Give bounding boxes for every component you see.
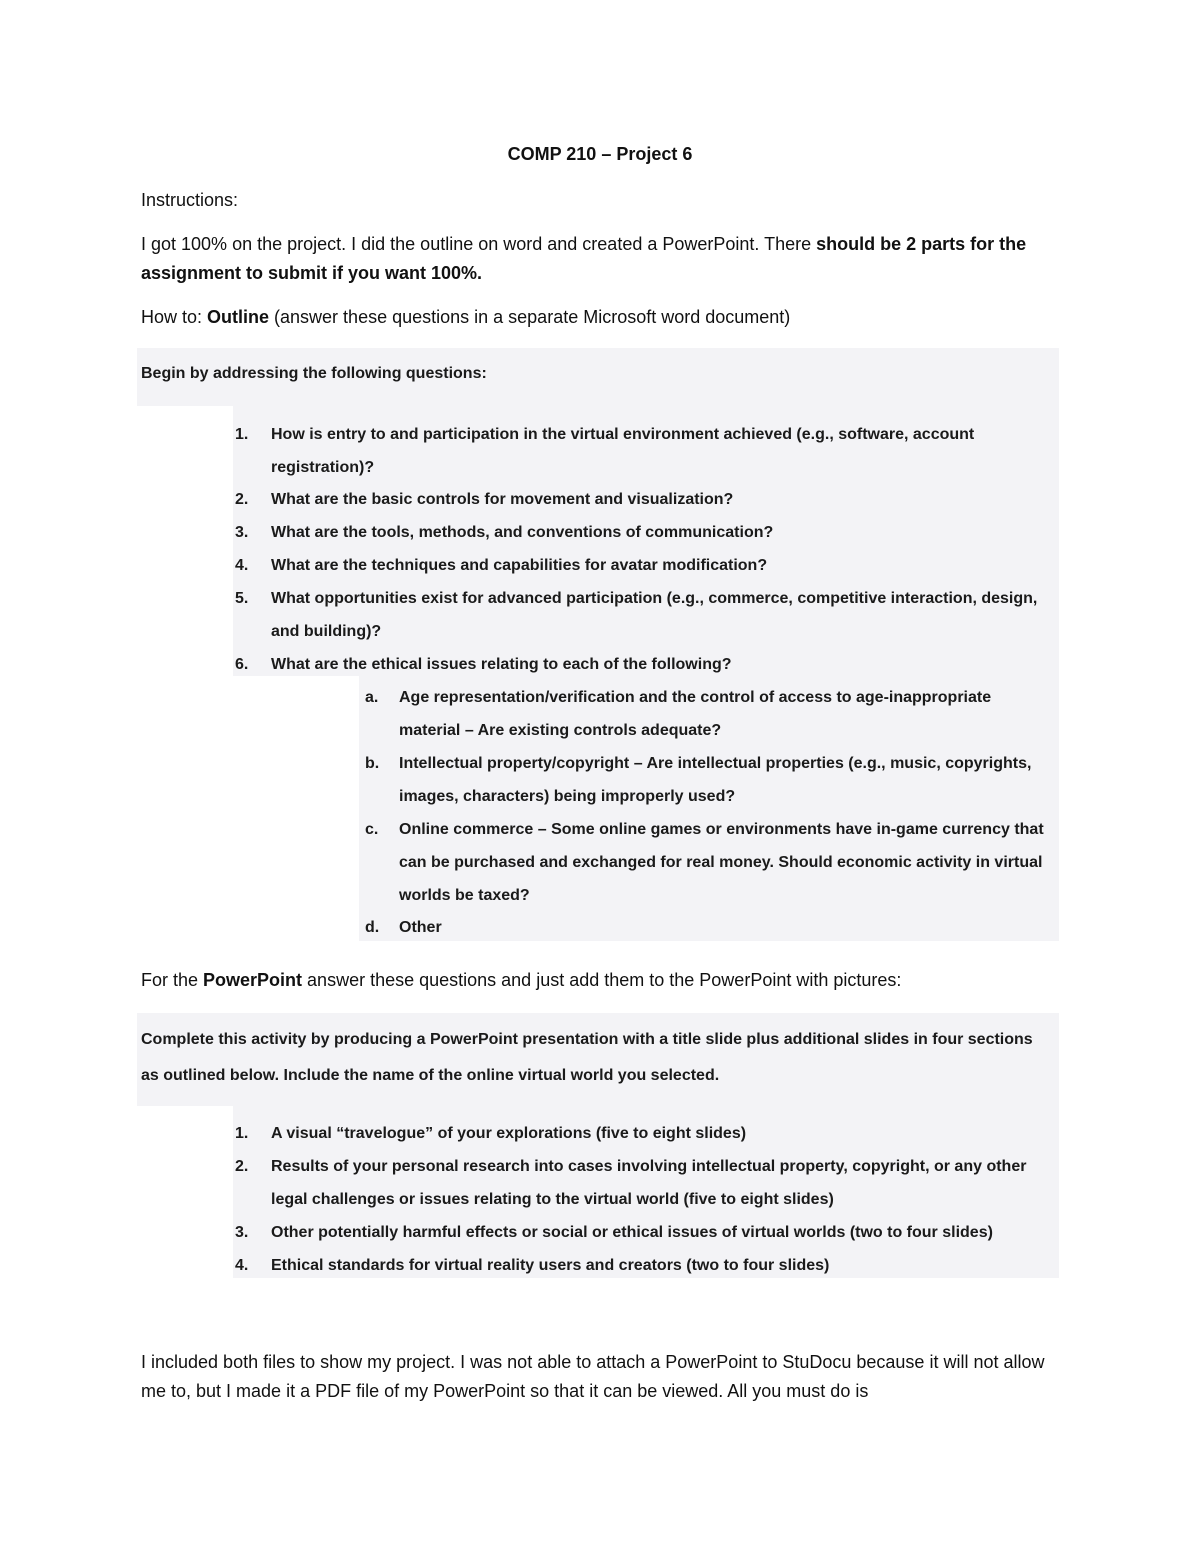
question-text: What are the basic controls for movement and visualization? xyxy=(271,491,734,508)
outline-heading: Begin by addressing the following questions: xyxy=(141,365,487,382)
subquestion-text: Age representation/verification and the control of access to age-inappropriate material – Are existing controls adequate? xyxy=(399,689,992,739)
intro-paragraph xyxy=(141,230,1061,288)
subquestion-letter: c. xyxy=(365,821,379,838)
subquestion-letter: b. xyxy=(365,755,380,772)
ppt-item-text: Results of your personal research into cases involving intellectual property, copyright, or any other legal challenges or issues relating to the virtual world (five to eight slides) xyxy=(271,1158,1027,1208)
howto-bold: Outline xyxy=(207,307,270,327)
subquestion-text: Other xyxy=(399,919,442,936)
subquestion-letter: a. xyxy=(365,689,379,706)
ppt-item-text: A visual “travelogue” of your explorations (five to eight slides) xyxy=(271,1125,747,1142)
question-number: 2. xyxy=(235,491,249,508)
question-text: What opportunities exist for advanced participation (e.g., commerce, competitive interaction, design, and building)? xyxy=(271,590,1038,640)
ppt-item-text: Ethical standards for virtual reality users and creators (two to four slides) xyxy=(271,1257,830,1274)
question-number: 6. xyxy=(235,656,249,673)
howto-prefix: How to: xyxy=(141,307,208,327)
page-title: COMP 210 – Project 6 xyxy=(507,144,693,164)
powerpoint-intro xyxy=(141,966,1061,995)
ppt-item-text: Other potentially harmful effects or social or ethical issues of virtual worlds (two to four slides) xyxy=(271,1224,993,1241)
subquestion-text: Online commerce – Some online games or environments have in-game currency that can be purchased and exchanged for real money. Should economic activity in virtual worlds be taxed? xyxy=(399,821,1044,904)
ppt-item-number: 1. xyxy=(235,1125,249,1142)
ppt-item-number: 2. xyxy=(235,1158,249,1175)
ppt-intro-prefix: For the xyxy=(141,970,204,990)
ppt-item-number: 4. xyxy=(235,1257,249,1274)
subquestion-letter: d. xyxy=(365,919,380,936)
instructions-label: Instructions: xyxy=(141,190,239,210)
question-text: What are the ethical issues relating to each of the following? xyxy=(271,656,732,673)
question-number: 4. xyxy=(235,557,249,574)
intro-plain: I got 100% on the project. I did the outline on word and created a PowerPoint. There xyxy=(141,234,817,254)
subquestion-text: Intellectual property/copyright – Are intellectual properties (e.g., music, copyrights, images, characters) being improperly used? xyxy=(399,755,1032,805)
intro-bold: should be 2 parts for the assignment to submit if you want 100%. xyxy=(141,234,1027,283)
ppt-heading: Complete this activity by producing a PowerPoint presentation with a title slide plus additional slides in four sections as outlined below. Include the name of the online virtual world you selected. xyxy=(141,1031,1033,1084)
howto-paragraph xyxy=(141,303,1061,332)
question-number: 1. xyxy=(235,426,249,443)
question-text: How is entry to and participation in the virtual environment achieved (e.g., software, account registration)? xyxy=(271,426,975,476)
question-number: 3. xyxy=(235,524,249,541)
question-number: 5. xyxy=(235,590,249,607)
ppt-intro-bold: PowerPoint xyxy=(203,970,303,990)
howto-suffix: (answer these questions in a separate Microsoft word document) xyxy=(269,307,791,327)
ppt-intro-suffix: answer these questions and just add them to the PowerPoint with pictures: xyxy=(302,970,902,990)
closing-paragraph: I included both files to show my project. I was not able to attach a PowerPoint to StuDocu because it will not allow me to, but I made it a PDF file of my PowerPoint so that it can be viewed. All you must do is xyxy=(141,1352,1045,1401)
ppt-item-number: 3. xyxy=(235,1224,249,1241)
question-text: What are the tools, methods, and conventions of communication? xyxy=(271,524,774,541)
question-text: What are the techniques and capabilities for avatar modification? xyxy=(271,557,768,574)
